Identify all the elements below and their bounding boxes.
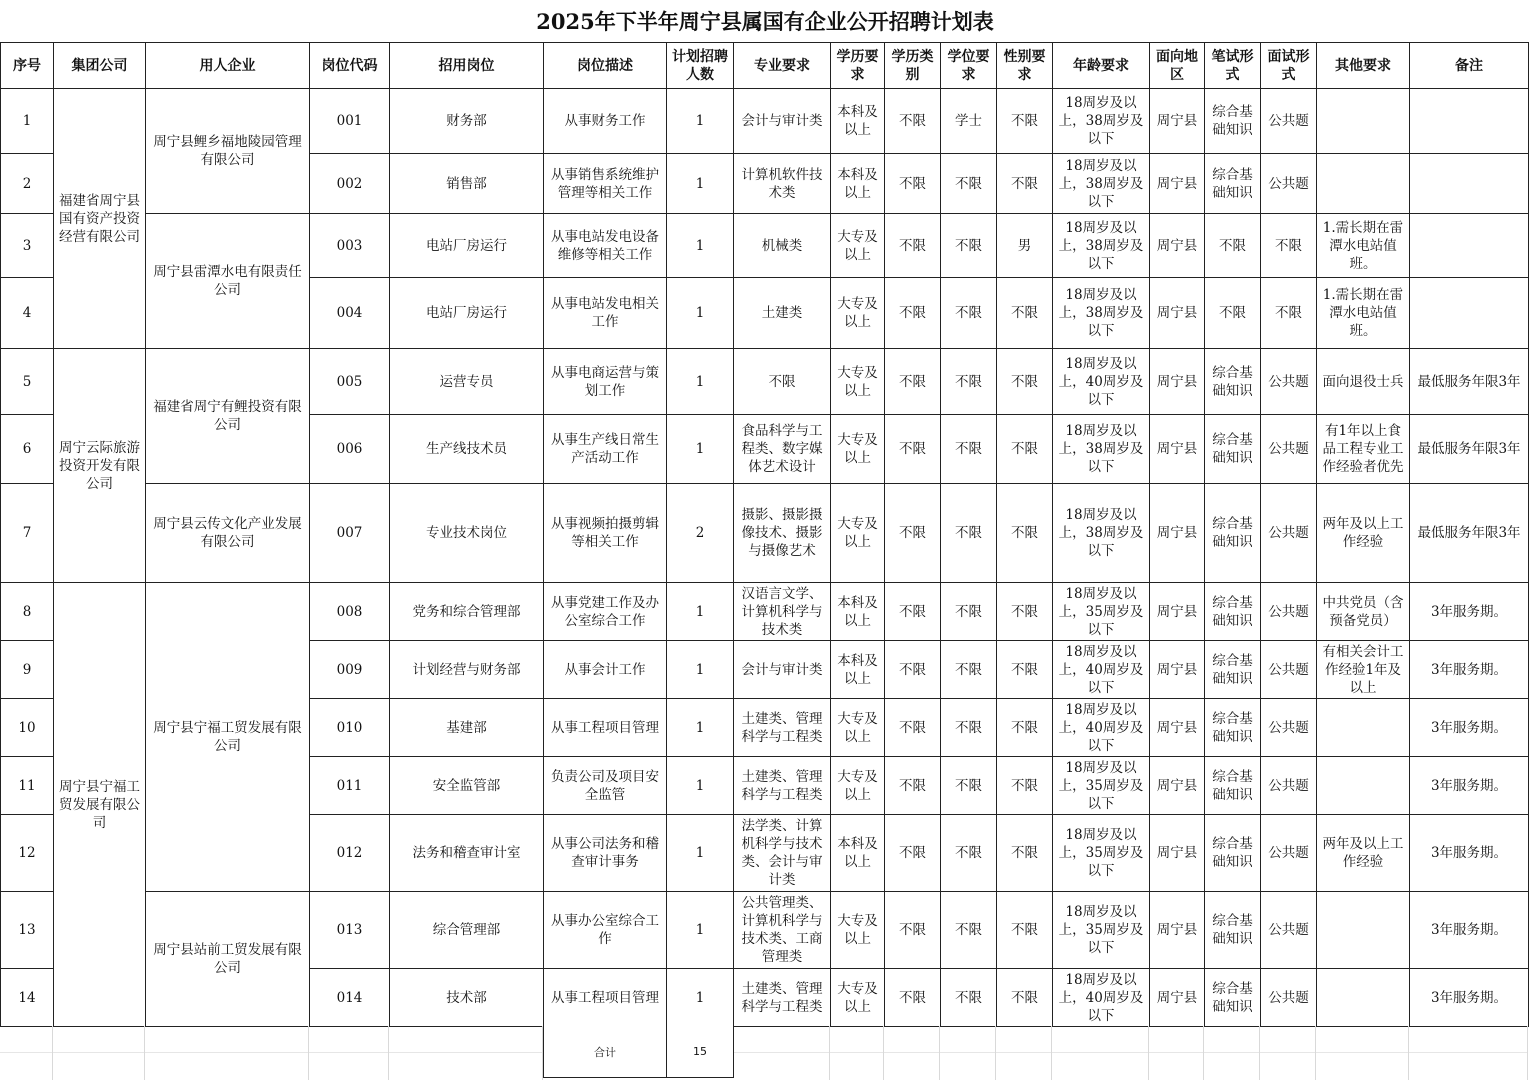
cell-num: 1 xyxy=(667,89,734,154)
cell-interview: 公共题 xyxy=(1261,969,1317,1027)
cell-major: 会计与审计类 xyxy=(734,89,831,154)
header-cell: 其他要求 xyxy=(1317,43,1410,89)
cell-group: 周宁县宁福工贸发展有限公司 xyxy=(54,583,146,1027)
cell-num: 1 xyxy=(667,214,734,278)
cell-other: 有相关会计工作经验1年及以上 xyxy=(1317,641,1410,699)
cell-degree: 不限 xyxy=(941,415,997,484)
header-cell: 性别要求 xyxy=(997,43,1053,89)
cell-major: 摄影、摄影摄像技术、摄影与摄像艺术 xyxy=(734,484,831,583)
cell-gender: 不限 xyxy=(997,415,1053,484)
cell-remark: 3年服务期。 xyxy=(1410,757,1529,815)
cell-no: 8 xyxy=(1,583,54,641)
total-value: 15 xyxy=(666,1026,734,1078)
cell-gender: 不限 xyxy=(997,815,1053,892)
cell-edu: 大专及以上 xyxy=(831,415,885,484)
cell-interview: 公共题 xyxy=(1261,892,1317,969)
cell-edu-type: 不限 xyxy=(885,89,941,154)
cell-num: 1 xyxy=(667,154,734,214)
cell-interview: 不限 xyxy=(1261,278,1317,349)
cell-desc: 从事办公室综合工作 xyxy=(544,892,667,969)
cell-edu-type: 不限 xyxy=(885,892,941,969)
cell-code: 006 xyxy=(310,415,390,484)
cell-no: 1 xyxy=(1,89,54,154)
table-row xyxy=(1,89,1529,154)
cell-num: 1 xyxy=(667,815,734,892)
cell-area: 周宁县 xyxy=(1150,415,1205,484)
cell-edu: 大专及以上 xyxy=(831,699,885,757)
cell-gender: 不限 xyxy=(997,583,1053,641)
cell-edu-type: 不限 xyxy=(885,757,941,815)
cell-post: 法务和稽查审计室 xyxy=(390,815,544,892)
cell-edu: 大专及以上 xyxy=(831,484,885,583)
cell-company: 周宁县鲤乡福地陵园管理有限公司 xyxy=(146,89,310,214)
cell-gender: 不限 xyxy=(997,349,1053,415)
cell-post: 综合管理部 xyxy=(390,892,544,969)
cell-post: 电站厂房运行 xyxy=(390,278,544,349)
cell-area: 周宁县 xyxy=(1150,484,1205,583)
cell-no: 9 xyxy=(1,641,54,699)
cell-degree: 不限 xyxy=(941,278,997,349)
cell-code: 002 xyxy=(310,154,390,214)
cell-no: 3 xyxy=(1,214,54,278)
cell-gender: 不限 xyxy=(997,969,1053,1027)
cell-code: 008 xyxy=(310,583,390,641)
cell-edu-type: 不限 xyxy=(885,484,941,583)
cell-age: 18周岁及以上，35周岁及以下 xyxy=(1053,892,1150,969)
cell-post: 基建部 xyxy=(390,699,544,757)
cell-interview: 公共题 xyxy=(1261,415,1317,484)
cell-desc: 从事会计工作 xyxy=(544,641,667,699)
cell-interview: 公共题 xyxy=(1261,484,1317,583)
cell-written: 综合基础知识 xyxy=(1205,892,1261,969)
cell-degree: 不限 xyxy=(941,892,997,969)
cell-edu-type: 不限 xyxy=(885,349,941,415)
cell-age: 18周岁及以上，35周岁及以下 xyxy=(1053,583,1150,641)
cell-remark xyxy=(1410,278,1529,349)
cell-desc: 从事销售系统维护管理等相关工作 xyxy=(544,154,667,214)
cell-major: 计算机软件技术类 xyxy=(734,154,831,214)
cell-area: 周宁县 xyxy=(1150,641,1205,699)
cell-area: 周宁县 xyxy=(1150,154,1205,214)
cell-degree: 不限 xyxy=(941,757,997,815)
cell-written: 综合基础知识 xyxy=(1205,154,1261,214)
cell-interview: 不限 xyxy=(1261,214,1317,278)
cell-degree: 不限 xyxy=(941,969,997,1027)
header-cell: 专业要求 xyxy=(734,43,831,89)
cell-degree: 不限 xyxy=(941,641,997,699)
cell-edu: 本科及以上 xyxy=(831,583,885,641)
table-row xyxy=(1,484,1529,583)
cell-age: 18周岁及以上，38周岁及以下 xyxy=(1053,154,1150,214)
cell-degree: 不限 xyxy=(941,349,997,415)
total-label: 合计 xyxy=(543,1026,667,1078)
cell-edu-type: 不限 xyxy=(885,641,941,699)
cell-num: 2 xyxy=(667,484,734,583)
cell-remark: 3年服务期。 xyxy=(1410,699,1529,757)
cell-area: 周宁县 xyxy=(1150,892,1205,969)
cell-edu-type: 不限 xyxy=(885,583,941,641)
cell-other: 有1年以上食品工程专业工作经验者优先 xyxy=(1317,415,1410,484)
cell-edu: 大专及以上 xyxy=(831,214,885,278)
cell-major: 法学类、计算机科学与技术类、会计与审计类 xyxy=(734,815,831,892)
header-cell: 面试形式 xyxy=(1261,43,1317,89)
cell-desc: 从事工程项目管理 xyxy=(544,699,667,757)
cell-age: 18周岁及以上，38周岁及以下 xyxy=(1053,484,1150,583)
cell-written: 综合基础知识 xyxy=(1205,415,1261,484)
cell-edu-type: 不限 xyxy=(885,699,941,757)
cell-post: 安全监管部 xyxy=(390,757,544,815)
cell-edu: 大专及以上 xyxy=(831,892,885,969)
cell-edu-type: 不限 xyxy=(885,815,941,892)
cell-no: 5 xyxy=(1,349,54,415)
cell-major: 食品科学与工程类、数字媒体艺术设计 xyxy=(734,415,831,484)
header-cell: 岗位描述 xyxy=(544,43,667,89)
cell-other: 两年及以上工作经验 xyxy=(1317,815,1410,892)
cell-code: 011 xyxy=(310,757,390,815)
cell-edu-type: 不限 xyxy=(885,154,941,214)
cell-company: 周宁县站前工贸发展有限公司 xyxy=(146,892,310,1027)
table-row xyxy=(1,892,1529,969)
cell-other xyxy=(1317,154,1410,214)
cell-no: 10 xyxy=(1,699,54,757)
cell-area: 周宁县 xyxy=(1150,349,1205,415)
cell-written: 综合基础知识 xyxy=(1205,89,1261,154)
cell-interview: 公共题 xyxy=(1261,154,1317,214)
cell-written: 综合基础知识 xyxy=(1205,641,1261,699)
cell-code: 003 xyxy=(310,214,390,278)
cell-gender: 不限 xyxy=(997,699,1053,757)
cell-num: 1 xyxy=(667,892,734,969)
cell-written: 综合基础知识 xyxy=(1205,757,1261,815)
cell-area: 周宁县 xyxy=(1150,89,1205,154)
cell-age: 18周岁及以上，38周岁及以下 xyxy=(1053,89,1150,154)
header-cell: 岗位代码 xyxy=(310,43,390,89)
cell-remark: 最低服务年限3年 xyxy=(1410,415,1529,484)
cell-degree: 不限 xyxy=(941,583,997,641)
cell-degree: 不限 xyxy=(941,484,997,583)
cell-interview: 公共题 xyxy=(1261,699,1317,757)
cell-major: 土建类 xyxy=(734,278,831,349)
cell-company: 周宁县云传文化产业发展有限公司 xyxy=(146,484,310,583)
cell-edu: 本科及以上 xyxy=(831,154,885,214)
cell-other: 面向退役士兵 xyxy=(1317,349,1410,415)
header-row xyxy=(1,43,1529,89)
cell-other xyxy=(1317,757,1410,815)
cell-desc: 从事财务工作 xyxy=(544,89,667,154)
cell-gender: 不限 xyxy=(997,641,1053,699)
header-cell: 年龄要求 xyxy=(1053,43,1150,89)
cell-major: 土建类、管理科学与工程类 xyxy=(734,699,831,757)
cell-other: 1.需长期在雷潭水电站值班。 xyxy=(1317,278,1410,349)
cell-gender: 不限 xyxy=(997,154,1053,214)
cell-area: 周宁县 xyxy=(1150,699,1205,757)
cell-no: 4 xyxy=(1,278,54,349)
cell-post: 电站厂房运行 xyxy=(390,214,544,278)
cell-code: 009 xyxy=(310,641,390,699)
cell-remark: 3年服务期。 xyxy=(1410,815,1529,892)
cell-gender: 不限 xyxy=(997,757,1053,815)
cell-written: 不限 xyxy=(1205,214,1261,278)
header-cell: 序号 xyxy=(1,43,54,89)
cell-remark: 最低服务年限3年 xyxy=(1410,349,1529,415)
cell-age: 18周岁及以上，40周岁及以下 xyxy=(1053,641,1150,699)
cell-desc: 从事党建工作及办公室综合工作 xyxy=(544,583,667,641)
cell-other: 两年及以上工作经验 xyxy=(1317,484,1410,583)
cell-degree: 不限 xyxy=(941,214,997,278)
cell-age: 18周岁及以上，40周岁及以下 xyxy=(1053,349,1150,415)
cell-edu: 本科及以上 xyxy=(831,89,885,154)
cell-num: 1 xyxy=(667,969,734,1027)
cell-degree: 学士 xyxy=(941,89,997,154)
cell-major: 机械类 xyxy=(734,214,831,278)
cell-age: 18周岁及以上，38周岁及以下 xyxy=(1053,214,1150,278)
cell-company: 福建省周宁有鲤投资有限公司 xyxy=(146,349,310,484)
cell-post: 生产线技术员 xyxy=(390,415,544,484)
cell-num: 1 xyxy=(667,641,734,699)
recruitment-table xyxy=(0,42,1529,1027)
cell-no: 7 xyxy=(1,484,54,583)
cell-code: 001 xyxy=(310,89,390,154)
header-cell: 学历类别 xyxy=(885,43,941,89)
cell-desc: 从事电站发电设备维修等相关工作 xyxy=(544,214,667,278)
cell-post: 销售部 xyxy=(390,154,544,214)
cell-post: 财务部 xyxy=(390,89,544,154)
cell-num: 1 xyxy=(667,699,734,757)
cell-code: 005 xyxy=(310,349,390,415)
cell-desc: 从事视频拍摄剪辑等相关工作 xyxy=(544,484,667,583)
cell-major: 会计与审计类 xyxy=(734,641,831,699)
cell-written: 综合基础知识 xyxy=(1205,484,1261,583)
cell-code: 007 xyxy=(310,484,390,583)
cell-age: 18周岁及以上，38周岁及以下 xyxy=(1053,278,1150,349)
cell-code: 012 xyxy=(310,815,390,892)
cell-remark: 3年服务期。 xyxy=(1410,583,1529,641)
cell-post: 技术部 xyxy=(390,969,544,1027)
cell-other xyxy=(1317,892,1410,969)
cell-written: 综合基础知识 xyxy=(1205,583,1261,641)
cell-edu: 本科及以上 xyxy=(831,815,885,892)
cell-major: 土建类、管理科学与工程类 xyxy=(734,969,831,1027)
cell-interview: 公共题 xyxy=(1261,349,1317,415)
cell-area: 周宁县 xyxy=(1150,278,1205,349)
cell-no: 14 xyxy=(1,969,54,1027)
cell-written: 综合基础知识 xyxy=(1205,349,1261,415)
table-row xyxy=(1,583,1529,641)
cell-no: 12 xyxy=(1,815,54,892)
cell-major: 公共管理类、计算机科学与技术类、工商管理类 xyxy=(734,892,831,969)
cell-edu-type: 不限 xyxy=(885,969,941,1027)
cell-no: 11 xyxy=(1,757,54,815)
cell-edu-type: 不限 xyxy=(885,278,941,349)
cell-no: 6 xyxy=(1,415,54,484)
cell-remark xyxy=(1410,89,1529,154)
cell-edu: 大专及以上 xyxy=(831,278,885,349)
cell-written: 综合基础知识 xyxy=(1205,815,1261,892)
cell-other xyxy=(1317,89,1410,154)
header-cell: 备注 xyxy=(1410,43,1529,89)
cell-remark: 3年服务期。 xyxy=(1410,969,1529,1027)
cell-interview: 公共题 xyxy=(1261,815,1317,892)
header-cell: 笔试形式 xyxy=(1205,43,1261,89)
cell-interview: 公共题 xyxy=(1261,89,1317,154)
cell-area: 周宁县 xyxy=(1150,214,1205,278)
cell-area: 周宁县 xyxy=(1150,583,1205,641)
cell-desc: 从事生产线日常生产活动工作 xyxy=(544,415,667,484)
cell-post: 党务和综合管理部 xyxy=(390,583,544,641)
page-title: 2025年下半年周宁县属国有企业公开招聘计划表 xyxy=(536,9,994,34)
cell-major: 土建类、管理科学与工程类 xyxy=(734,757,831,815)
cell-gender: 不限 xyxy=(997,278,1053,349)
cell-interview: 公共题 xyxy=(1261,641,1317,699)
cell-major: 不限 xyxy=(734,349,831,415)
cell-age: 18周岁及以上，35周岁及以下 xyxy=(1053,815,1150,892)
cell-desc: 负责公司及项目安全监管 xyxy=(544,757,667,815)
cell-degree: 不限 xyxy=(941,154,997,214)
cell-age: 18周岁及以上，38周岁及以下 xyxy=(1053,415,1150,484)
cell-edu: 大专及以上 xyxy=(831,969,885,1027)
cell-age: 18周岁及以上，40周岁及以下 xyxy=(1053,969,1150,1027)
cell-other xyxy=(1317,969,1410,1027)
cell-remark xyxy=(1410,154,1529,214)
cell-edu: 大专及以上 xyxy=(831,757,885,815)
cell-num: 1 xyxy=(667,415,734,484)
cell-age: 18周岁及以上，40周岁及以下 xyxy=(1053,699,1150,757)
cell-post: 计划经营与财务部 xyxy=(390,641,544,699)
header-cell: 招用岗位 xyxy=(390,43,544,89)
cell-major: 汉语言文学、计算机科学与技术类 xyxy=(734,583,831,641)
cell-remark: 3年服务期。 xyxy=(1410,641,1529,699)
header-cell: 学位要求 xyxy=(941,43,997,89)
cell-remark: 3年服务期。 xyxy=(1410,892,1529,969)
cell-company: 周宁县雷潭水电有限责任公司 xyxy=(146,214,310,349)
cell-no: 2 xyxy=(1,154,54,214)
cell-gender: 不限 xyxy=(997,484,1053,583)
cell-post: 专业技术岗位 xyxy=(390,484,544,583)
cell-edu-type: 不限 xyxy=(885,415,941,484)
cell-num: 1 xyxy=(667,278,734,349)
cell-interview: 公共题 xyxy=(1261,583,1317,641)
cell-interview: 公共题 xyxy=(1261,757,1317,815)
cell-area: 周宁县 xyxy=(1150,969,1205,1027)
header-cell: 用人企业 xyxy=(146,43,310,89)
cell-other: 中共党员（含预备党员） xyxy=(1317,583,1410,641)
cell-code: 010 xyxy=(310,699,390,757)
cell-remark xyxy=(1410,214,1529,278)
cell-desc: 从事电商运营与策划工作 xyxy=(544,349,667,415)
cell-edu: 本科及以上 xyxy=(831,641,885,699)
cell-code: 004 xyxy=(310,278,390,349)
cell-edu: 大专及以上 xyxy=(831,349,885,415)
cell-desc: 从事电站发电相关工作 xyxy=(544,278,667,349)
header-cell: 计划招聘人数 xyxy=(667,43,734,89)
cell-gender: 不限 xyxy=(997,892,1053,969)
cell-code: 014 xyxy=(310,969,390,1027)
cell-desc: 从事公司法务和稽查审计事务 xyxy=(544,815,667,892)
cell-num: 1 xyxy=(667,583,734,641)
header-cell: 学历要求 xyxy=(831,43,885,89)
cell-gender: 不限 xyxy=(997,89,1053,154)
cell-gender: 男 xyxy=(997,214,1053,278)
cell-post: 运营专员 xyxy=(390,349,544,415)
cell-other xyxy=(1317,699,1410,757)
cell-desc: 从事工程项目管理 xyxy=(544,969,667,1027)
cell-group: 周宁云际旅游投资开发有限公司 xyxy=(54,349,146,583)
table-row xyxy=(1,214,1529,278)
cell-edu-type: 不限 xyxy=(885,214,941,278)
cell-no: 13 xyxy=(1,892,54,969)
cell-area: 周宁县 xyxy=(1150,815,1205,892)
cell-written: 不限 xyxy=(1205,278,1261,349)
header-cell: 集团公司 xyxy=(54,43,146,89)
cell-remark: 最低服务年限3年 xyxy=(1410,484,1529,583)
table-row xyxy=(1,349,1529,415)
cell-area: 周宁县 xyxy=(1150,757,1205,815)
cell-company: 周宁县宁福工贸发展有限公司 xyxy=(146,583,310,892)
cell-num: 1 xyxy=(667,757,734,815)
cell-written: 综合基础知识 xyxy=(1205,699,1261,757)
cell-age: 18周岁及以上，35周岁及以下 xyxy=(1053,757,1150,815)
cell-num: 1 xyxy=(667,349,734,415)
cell-degree: 不限 xyxy=(941,699,997,757)
cell-code: 013 xyxy=(310,892,390,969)
cell-written: 综合基础知识 xyxy=(1205,969,1261,1027)
total-footer xyxy=(0,1026,1528,1080)
header-cell: 面向地区 xyxy=(1150,43,1205,89)
cell-group: 福建省周宁县国有资产投资经营有限公司 xyxy=(54,89,146,349)
cell-other: 1.需长期在雷潭水电站值班。 xyxy=(1317,214,1410,278)
cell-degree: 不限 xyxy=(941,815,997,892)
